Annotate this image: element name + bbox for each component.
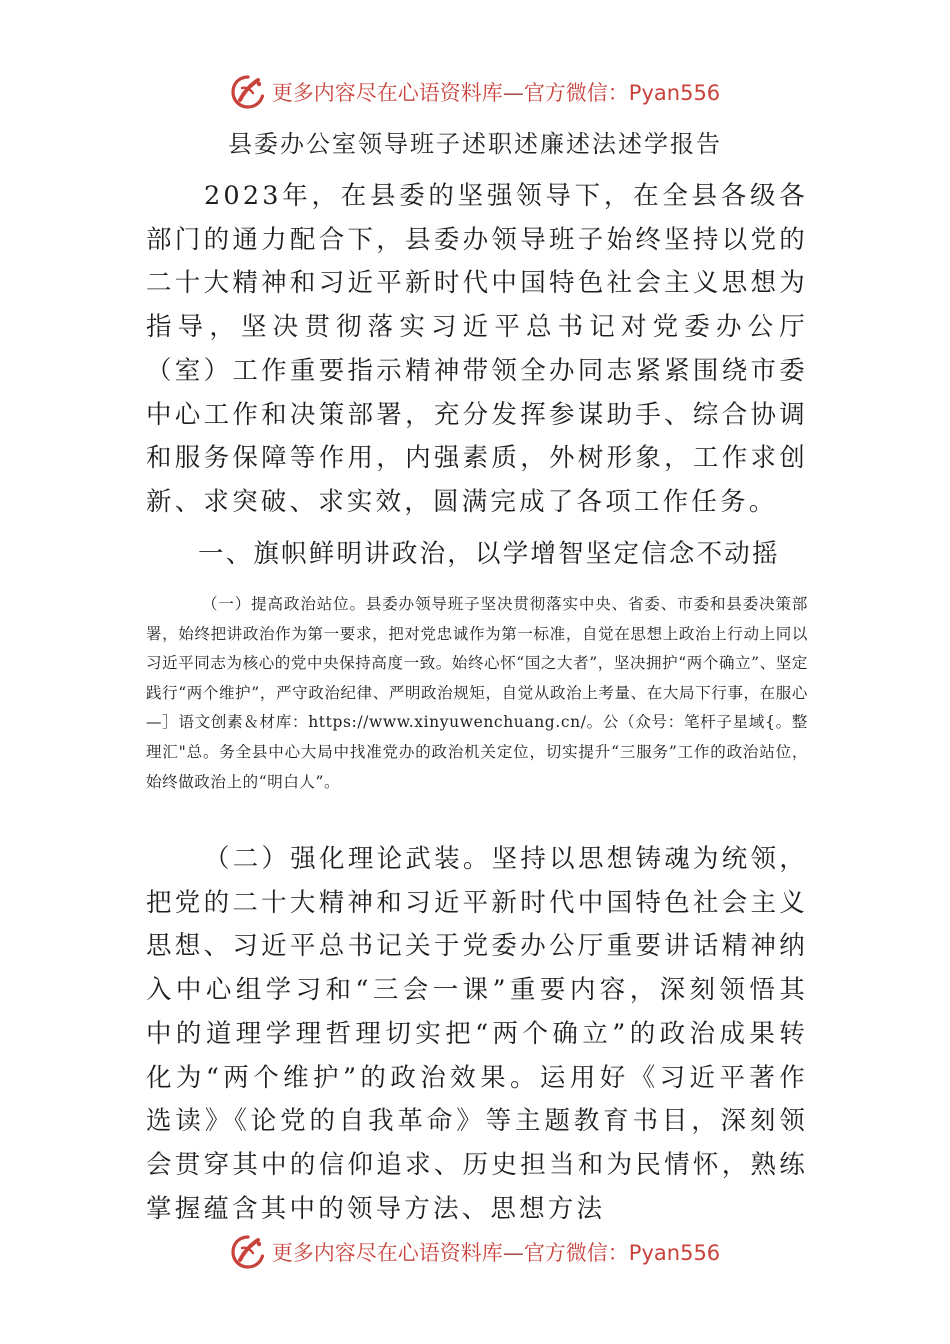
header-banner bbox=[0, 72, 950, 112]
section-heading: 一、旗帜鲜明讲政治，以学增智坚定信念不动摇 bbox=[198, 539, 780, 569]
section-item-paragraph: （二）强化理论武装。坚持以思想铸魂为统领，把党的二十大精神和习近平新时代中国特色社会主义思想、习近平总书记关于党委办公厅重要讲话精神纳入中心组学习和“三会一课”重要内容，深刻领悟其中的道理学理哲理切实把“两个确立”的政治成果转化为“两个维护”的政治效果。运用好《习近平著作选读》《论党的自我革命》等主题教育书目，深刻领会贯穿其中的信仰追求、历史担当和为民情怀，熟练掌握蕴含其中的领导方法、思想方法 bbox=[146, 844, 808, 1224]
section-item-paragraph: （一）提高政治站位。县委办领导班子坚决贯彻落实中央、省委、市委和县委决策部署，始终把讲政治作为第一要求，把对党忠诚作为第一标准，自觉在思想上政治上行动上同以习近平同志为核心的党中央保持高度一致。始终心怀“国之大者”，坚决拥护“两个确立”、坚定践行“两个维护”，严守政治纪律、严明政治规矩，自觉从政治上考量、在大局下行事，在服心—］语文创素＆材库：https://www.xinyuwenchuang.cn/。公（众号：笔杆子星域{。整理汇"总。务全县中心大局中找准党办的政治机关定位，切实提升“三服务”工作的政治站位，始终做政治上的“明白人”。 bbox=[146, 595, 808, 791]
banner-text: 更多内容尽在心语资料库—官方微信：Pyan556 bbox=[271, 1241, 721, 1265]
ink-brush-logo-icon bbox=[230, 1234, 266, 1270]
ink-brush-logo-icon bbox=[230, 74, 266, 110]
banner-text: 更多内容尽在心语资料库—官方微信：Pyan556 bbox=[271, 81, 721, 105]
intro-paragraph: 2023年，在县委的坚强领导下，在全县各级各部门的通力配合下，县委办领导班子始终坚持以党的二十大精神和习近平新时代中国特色社会主义思想为指导，坚决贯彻落实习近平总书记对党委办公厅（室）工作重要指示精神带领全办同志紧紧围绕市委中心工作和决策部署，充分发挥参谋助手、综合协调和服务保障等作用，内强素质，外树形象，工作求创新、求突破、求实效，圆满完成了各项工作任务。 bbox=[146, 181, 808, 517]
footer-banner bbox=[0, 1232, 950, 1272]
document-title: 县委办公室领导班子述职述廉述法述学报告 bbox=[228, 130, 722, 158]
